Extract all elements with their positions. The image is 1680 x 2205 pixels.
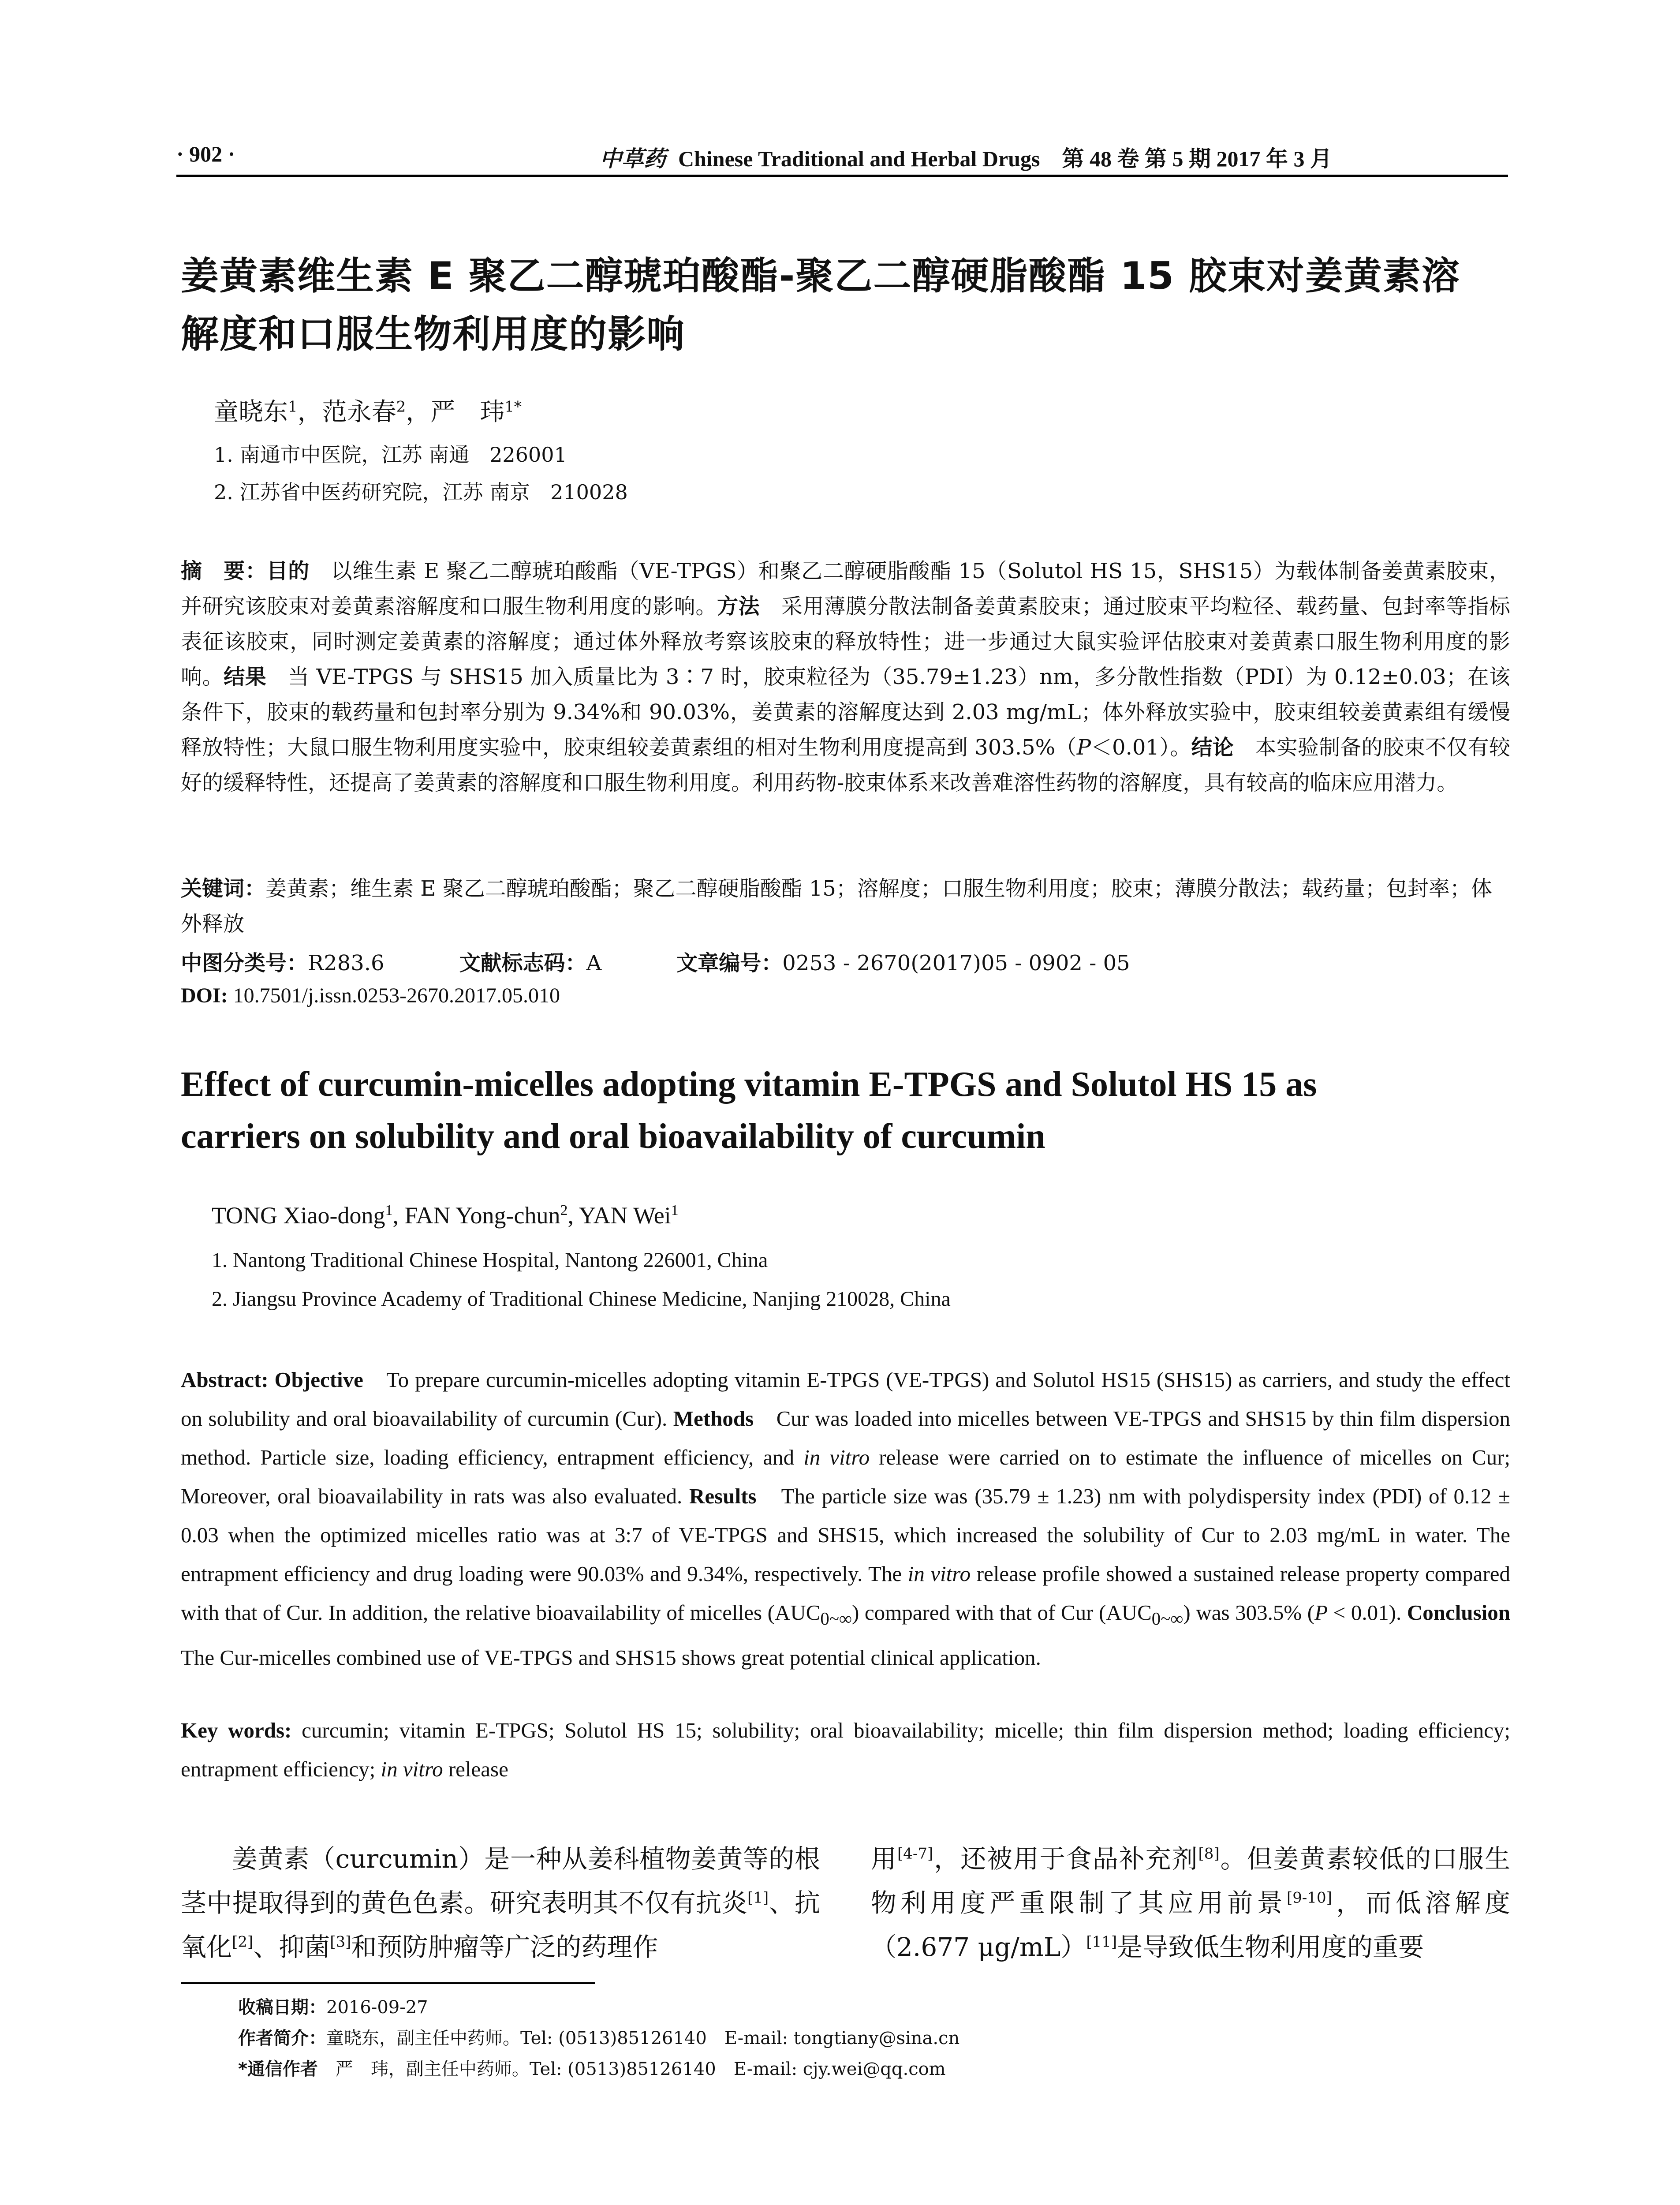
doi-line	[181, 983, 560, 1008]
keywords-label: Key words:	[181, 1718, 292, 1742]
doc-code-label: 文献标志码：	[459, 951, 586, 975]
english-keywords	[181, 1711, 1510, 1789]
keywords-text-end: release	[448, 1757, 508, 1781]
journal-title	[600, 141, 1332, 173]
p-value-symbol: P	[1314, 1600, 1328, 1625]
footnote-rule	[181, 1982, 595, 1984]
author-affiliation-mark: 2	[560, 1202, 568, 1218]
body-text: 、抗氧化	[181, 1888, 820, 1962]
auc-subscript: 0~∞	[1151, 1608, 1183, 1629]
english-affiliation-2: 2. Jiangsu Province Academy of Traditional Chinese Medicine, Nanjing 210028, China	[212, 1287, 951, 1311]
footnote-received	[238, 1993, 428, 2018]
conclusion-label: 结论	[1191, 735, 1234, 760]
classification-value: R283.6	[308, 951, 385, 975]
author-bio: 童晓东，副主任中药师。Tel: (0513)85126140 E-mail: tongtiany@sina.cn	[326, 2028, 960, 2048]
author-affiliation-mark: 1	[288, 398, 298, 416]
results-label: 结果	[224, 665, 267, 689]
citation: [1]	[747, 1889, 769, 1907]
in-vitro-italic: in vitro	[907, 1562, 971, 1586]
citation: [2]	[232, 1933, 254, 1951]
author-name: 严 玮	[430, 398, 505, 426]
abstract-label: 摘 要：	[181, 559, 267, 583]
results-text: The particle size was (35.79 ± 1.23) nm with polydispersity index (PDI) of 0.12 ± 0.03 when the optimized micelles ratio was at 3:7 of VE-TPGS and SHS15, which increased the solubility of Cur to 2.03 mg/mL in water. The entrapment efficiency and drug loading were 90.03% and 9.34%, respectively. The	[181, 1484, 1510, 1586]
author-affiliation-mark: 2	[396, 398, 406, 416]
body-text: 。但姜黄素较低的口服生物利用度严重限制了其应用前景	[871, 1844, 1510, 1918]
body-column-left	[181, 1837, 820, 1969]
received-label: 收稿日期：	[238, 1997, 326, 2018]
author-affiliation-mark: 1	[671, 1202, 679, 1218]
author-affiliation-mark: 1*	[504, 398, 522, 416]
results-label: Results	[689, 1484, 757, 1508]
page-number: · 902 ·	[176, 142, 235, 166]
author-affiliation-mark: 1	[385, 1202, 393, 1218]
received-date: 2016-09-27	[326, 1997, 428, 2018]
body-text: 和预防肿瘤等广泛的药理作	[351, 1932, 658, 1962]
author-bio-label: 作者简介：	[238, 2028, 326, 2048]
citation: [11]	[1086, 1933, 1117, 1951]
chinese-affiliation-2: 2. 江苏省中医药研究院，江苏 南京 210028	[214, 480, 628, 504]
running-header	[176, 137, 1508, 177]
objective-text: To prepare curcumin-micelles adopting vitamin E-TPGS (VE-TPGS) and Solutol HS15 (SHS15) as carriers, and study the effect on solubility and oral bioavailability of curcumin (Cur).	[181, 1368, 1510, 1431]
conclusion-label: Conclusion	[1407, 1600, 1511, 1625]
abstract-objective-label: Abstract: Objective	[181, 1368, 363, 1392]
methods-label: 方法	[717, 594, 760, 619]
chinese-title-line-1: 姜黄素维生素 E 聚乙二醇琥珀酸酯-聚乙二醇硬脂酸酯 15 胶束对姜黄素溶	[181, 254, 1460, 298]
english-title	[181, 1058, 1517, 1162]
methods-text: Cur was loaded into micelles between VE-TPGS and SHS15 by thin film dispersion method. Particle size, loading efficiency, entrapment efficiency, and	[181, 1406, 1510, 1469]
keywords-label: 关键词：	[181, 876, 266, 901]
author-name: 童晓东	[214, 398, 288, 426]
chinese-title-line-2: 解度和口服生物利用度的影响	[181, 312, 685, 356]
classification-label: 中图分类号：	[181, 951, 308, 975]
keywords-text: 姜黄素；维生素 E 聚乙二醇琥珀酸酯；聚乙二醇硬脂酸酯 15；溶解度；口服生物利用度；胶束；薄膜分散法；载药量；包封率；体外释放	[181, 876, 1492, 936]
footnote-corresponding	[238, 2055, 946, 2080]
article-number-value: 0253 - 2670(2017)05 - 0902 - 05	[782, 951, 1130, 975]
corresponding-info: 严 玮，副主任中药师。Tel: (0513)85126140 E-mail: cjy.wei@qq.com	[335, 2059, 946, 2079]
author-name: 范永春	[322, 398, 396, 426]
citation: [3]	[330, 1933, 351, 1951]
results-text-end: ＜0.01）。	[1091, 735, 1191, 760]
methods-text: 采用薄膜分散法制备姜黄素胶束；通过胶束平均粒径、载药量、包封率等指标表征该胶束，同时测定姜黄素的溶解度；通过体外释放考察该胶束的释放特性；进一步通过大鼠实验评估胶束对姜黄素口服生物利用度的影响。	[181, 594, 1510, 689]
methods-text-cont: release were carried on to estimate the influence of micelles on Cur; Moreover, oral bioavailability in rats was also evaluated.	[181, 1445, 1511, 1508]
keywords-text: curcumin; vitamin E-TPGS; Solutol HS 15; solubility; oral bioavailability; micelle; thin film dispersion method; loading efficiency; entrapment efficiency;	[181, 1718, 1511, 1781]
journal-logo: 中草药	[600, 146, 666, 171]
chinese-abstract	[181, 553, 1510, 800]
results-text-end: < 0.01).	[1333, 1600, 1402, 1625]
in-vitro-italic: in vitro	[381, 1757, 443, 1781]
conclusion-text: The Cur-micelles combined use of VE-TPGS and SHS15 shows great potential clinical application.	[181, 1645, 1041, 1670]
chinese-affiliation-1: 1. 南通市中医院，江苏 南通 226001	[214, 443, 567, 467]
classification-line	[181, 946, 1130, 976]
author-name: YAN Wei	[579, 1202, 671, 1229]
body-text: 用	[871, 1844, 897, 1874]
chinese-authors: 童晓东$^1$，范永春$^2$，严 玮$^{1*}$	[214, 398, 522, 426]
in-vitro-italic: in vitro	[803, 1445, 870, 1469]
objective-label: 目的	[266, 559, 310, 583]
english-abstract	[181, 1360, 1510, 1677]
doi-value: 10.7501/j.issn.0253-2670.2017.05.010	[233, 984, 560, 1007]
results-text-cont: release profile showed a sustained release property compared with that of Cur. In addition, the relative bioavailability of micelles (AUC	[181, 1562, 1511, 1625]
english-title-line-2: carriers on solubility and oral bioavailability of curcumin	[181, 1117, 1045, 1156]
citation: [9-10]	[1286, 1889, 1332, 1907]
body-text: 姜黄素（curcumin）是一种从姜科植物姜黄等的根茎中提取得到的黄色色素。研究表明其不仅有抗炎	[181, 1844, 820, 1918]
body-text: ，而低溶解度（2.677 μg/mL）	[871, 1888, 1510, 1962]
auc-subscript: 0~∞	[820, 1608, 852, 1629]
header-rule	[176, 175, 1508, 177]
body-text: 是导致低生物利用度的重要	[1117, 1932, 1424, 1962]
conclusion-text: 本实验制备的胶束不仅有较好的缓释特性，还提高了姜黄素的溶解度和口服生物利用度。利用药物-胶束体系来改善难溶性药物的溶解度，具有较高的临床应用潜力。	[181, 735, 1510, 795]
author-name: TONG Xiao-dong	[212, 1202, 385, 1229]
methods-label: Methods	[673, 1406, 754, 1431]
chinese-title	[181, 247, 1512, 363]
doi-label: DOI:	[181, 984, 228, 1007]
article-number-label: 文章编号：	[676, 951, 783, 975]
results-text-cont: ) compared with that of Cur (AUC	[852, 1600, 1152, 1625]
results-text-cont: ) was 303.5% (	[1183, 1600, 1315, 1625]
results-text: 当 VE-TPGS 与 SHS15 加入质量比为 3∶7 时，胶束粒径为（35.79±1.23）nm，多分散性指数（PDI）为 0.12±0.03；在该条件下，胶束的载药量和包封率分别为 9.34%和 90.03%，姜黄素的溶解度达到 2.03 mg/mL；体外释放实验中，胶束组较姜黄素组有缓慢释放特性；大鼠口服生物利用度实验中，胶束组较姜黄素组的相对生物利用度提高到 303.5%（	[181, 665, 1510, 760]
objective-text: 以维生素 E 聚乙二醇琥珀酸酯（VE-TPGS）和聚乙二醇硬脂酸酯 15（Solutol HS 15，SHS15）为载体制备姜黄素胶束，并研究该胶束对姜黄素溶解度和口服生物利用度的影响。	[181, 559, 1510, 619]
english-title-line-1: Effect of curcumin-micelles adopting vitamin E-TPGS and Solutol HS 15 as	[181, 1065, 1317, 1104]
footnote-author	[238, 2024, 959, 2049]
english-authors: TONG Xiao-dong$^1$, FAN Yong-chun$^2$, YAN Wei$^1$	[212, 1202, 679, 1229]
doc-code-value: A	[586, 951, 602, 975]
author-name: FAN Yong-chun	[404, 1202, 560, 1229]
corresponding-label: *通信作者	[238, 2059, 318, 2079]
journal-issue: Chinese Traditional and Herbal Drugs 第 48 卷 第 5 期 2017 年 3 月	[678, 146, 1332, 171]
citation: [4-7]	[897, 1845, 933, 1863]
english-affiliation-1: 1. Nantong Traditional Chinese Hospital, Nantong 226001, China	[212, 1248, 768, 1272]
chinese-keywords	[181, 871, 1510, 942]
body-text: 、抑菌	[253, 1932, 330, 1962]
citation: [8]	[1198, 1845, 1220, 1863]
p-value-symbol: P	[1076, 735, 1091, 760]
body-text: ，还被用于食品补充剂	[933, 1844, 1198, 1874]
body-column-right	[871, 1837, 1510, 1969]
